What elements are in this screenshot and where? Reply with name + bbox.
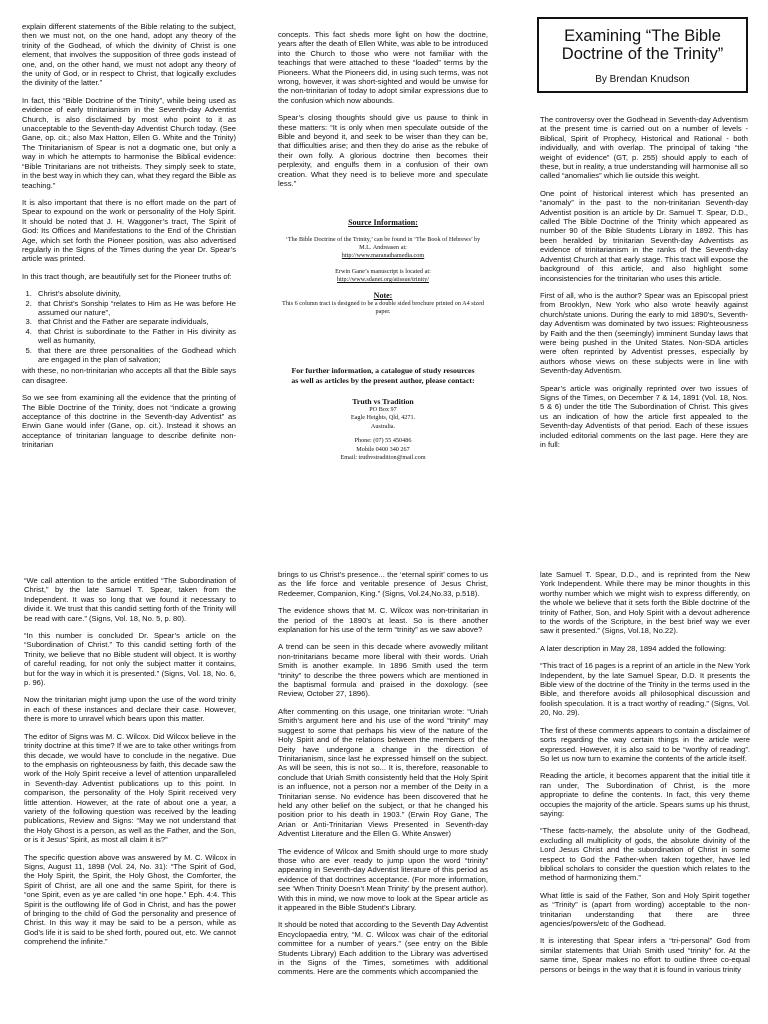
paragraph: After commenting on this usage, one trinitarian wrote: “Uriah Smith’s argument here and his use of the word “trinity” may suggest to some that perhaps his view of the nature of the Holy Spirit and of the relations between the members of the Deity have undergone a change in the direction of Trinitarianism, since last he expressed himself on the subject. As will be seen, this is not so... It is, therefore, reasonable to conclude that Uriah Smith consistently held that the Holy Spirit is an influence, not a person nor a member of the Deity in a Trinitarian sense. No evidence has been discovered that he held any other belief on the subject, or that he changed his position prior to his death in 1903.” (Erwin Roy Gane, The Arian or Anti-Trinitarian Views Presented in Seventh-day Adventist Literature and the Ellen G. White Answer) [278, 706, 488, 839]
note-text: This 6 column tract is designed to be a double sided brochure printed on A4 sized paper. [282, 300, 484, 315]
paragraph: What little is said of the Father, Son and Holy Spirit together as “Trinity” is (apart from wording) acceptable to the non-trinitarian understanding that there are three agencies/powers/etc of the Godhead. [540, 890, 750, 928]
paragraph: “This tract of 16 pages is a reprint of an article in the New York Independent, by the late Samuel Spear, D.D. It presents the Bible view of the doctrine of the Trinity in the terms used in the Bible, and therefore avoids all philosophical discussion and foolish speculation. It is a tract worthy of reading.” (Signs, Vol. 20, No. 29). [540, 661, 750, 718]
paragraph: Reading the article, it becomes apparent that the initial title it ran under, The Subordination of Christ, is the more appropriate to define the contents. In fact, this very theme occupies the majority of the article. Spears sums up his thrust, saying: [540, 771, 750, 818]
email[interactable]: Email: truthvstradition@mail.com [340, 454, 426, 462]
paragraph: Now the trinitarian might jump upon the use of the word trinity in each of these instances and declare their case. However, there is more to unravel which bears upon this matter. [24, 695, 236, 724]
source-line: Erwin Gane’s manuscript is located at: [335, 268, 431, 275]
source-line: ‘The Bible Doctrine of the Trinity,’ can be found in ‘The Book of Hebrews’ by M.L. Andreasen at: [285, 236, 481, 251]
paragraph: The first of these comments appears to contain a disclaimer of sorts regarding the way certain things in the article were expressed. However, it is also said to be “worthy of reading”. So let us now turn to examine the contents of the article itself. [540, 725, 750, 763]
source-link[interactable]: http://www.sdanet.org/atissue/trinity/ [337, 276, 429, 283]
paragraph: A trend can be seen in this decade where avowedly militant non-trinitarians became more liberal with their words. Uriah Smith is another example. In 1896 Smith used the term “trinity” to describe the three powers which are mentioned in the baptismal formula and praised in the doxology. (see Review, October 27, 1896). [278, 642, 488, 699]
paragraph: with these, no non-trinitarian who accepts all that the Bible says can disagree. [22, 366, 236, 385]
column-1 [22, 22, 236, 522]
paragraph: The editor of Signs was M. C. Wilcox. Did Wilcox believe in the trinity doctrine at this time? If we are to take other writings from this decade, we would have to conclude in the negative. Due to the emphasis on righteousness by faith, this decade saw the work of the Holy Spirit receive a level of attention unparalleled in Seventh-day Adventist publications up to this point. In comparison, the personality of the Holy Spirit received very little attention. However, at the rate of about one a year, a variety of the following question was received by the leading publications, Review and Signs: “May we not understand that the Holy Ghost is a person, as well as the Father, and the Son, or is it Jesus’ Spirit, as most all claim it is?” [24, 731, 236, 845]
contact-block [290, 366, 476, 462]
address-line: Australia. [370, 422, 396, 430]
paragraph: Spear’s article was originally reprinted over two issues of Signs of the Times, on December 7 & 14, 1891 (Vol. 18, Nos. 5 & 6) under the title The Subordination of Christ. This gives us an indication of how the article first appealed to the Seventh-day Adventists of that period. Each of these issues included editorial comments on the last page. Here they are in full: [540, 383, 748, 449]
paragraph: concepts. This fact sheds more light on how the doctrine, years after the death of Ellen White, was able to be introduced into the Church to those who were not familiar with the teachings that were attached to these “loaded” terms by the Pioneers. What the Pioneers did, in using such terms, was not wrong, however, it was short-sighted and would be unwise for the non-trinitarian of today to adopt similar expressions due to the confusion which now abounds. [278, 30, 488, 105]
paragraph: The specific question above was answered by M. C. Wilcox in Signs, August 11, 1898 (Vol. 24, No. 31): “The Spirit of God, the Holy Spirit, the Spirit, the Holy Ghost, the Comforter, the Spirit of Christ, are all one and the same Spirit, for there is “one Spirit, even as ye are called “in one hope.” Eph. 4:4. This Spirit is the outflowing life of God in Christ, and has the power of bringing to the child of God the personality and presence of Christ. In this way it may be said to be a person, while as God’s life it is said to be shed forth, poured out, etc. We cannot comprehend the infinite.” [24, 852, 236, 947]
paragraph: The controversy over the Godhead in Seventh-day Adventism at the present time is carried out on a number of levels - Biblical, Spirit of Prophecy, Historical and Rational - both individually, and with overlap. The principal of taking “the weight of evidence” (GT, p. 255) should apply to each of these, but in reality, a true understanding will harmonise all so called “anomalies” which lie outside this weight. [540, 115, 748, 181]
address-line: PO Box 97 [369, 406, 397, 413]
mobile: Mobile 0400 340 267 [356, 445, 410, 453]
title-box [537, 17, 748, 93]
column-6 [540, 570, 750, 1024]
column-4 [24, 576, 236, 1024]
list-item: 4. that Christ is subordinate to the Father in His divinity as well as humanity, [34, 327, 236, 346]
list-item: 5. that there are three personalities of the Godhead which are engaged in the plan of salvation; [34, 346, 236, 365]
address-line: Eagle Heights, Qld, 4271. [350, 414, 416, 422]
column-3 [540, 115, 748, 525]
paragraph: Spear’s closing thoughts should give us pause to think in these matters: “It is only when men speculate outside of the Bible and beyond it, and seek to be wiser than they can be, that difficulties arise; and then they do arise as the rebuke of their own folly. A glorious doctrine then becomes their perplexity, and engulfs them in a confusion of their own creation. What they need is to believe more and speculate less.” [278, 113, 488, 189]
page-title: Examining “The Bible Doctrine of the Trinity” [561, 27, 724, 63]
source-title: Source Information: [348, 218, 418, 227]
further-info: For further information, a catalogue of study resources as well as articles by the present author, please contact: [291, 366, 475, 385]
paragraph: First of all, who is the author? Spear was an Episcopal priest from Brooklyn, New York who also wrote heavily against church/state unions. During the early to mid 1890’s, Seventh-day Adventism was dominated by two issues: Righteousness by Faith and the then (seemingly) imminent Sunday laws that were being pushed in the United States. Non-SDA articles were often reprinted by Adventist presses, especially by authors whose views on these subjects were in line with Seventh-day Adventism. [540, 290, 748, 376]
list-item: 2. that Christ’s Sonship “relates to Him as He was before He assumed our nature”, [34, 299, 236, 318]
paragraph: “These facts-namely, the absolute unity of the Godhead, excluding all multiplicity of gods, the absolute divinity of the Lord Jesus Christ and the subordination of Christ in some respect to God the Father-when taken together, have led biblical scholars to consider the question which relates to the method of harmonizing them.” [540, 826, 750, 883]
source-info [280, 219, 486, 316]
paragraph: In this tract though, are beautifully set for the Pioneer truths of: [22, 271, 232, 281]
paragraph: In fact, this “Bible Doctrine of the Trinity”, while being used as evidence of early trinitarianism in the Seventh-day Adventist Church, is also disclaimed by most who point to it as unacceptable to the Seventh-day Adventist Church today. (See Gane, op. cit.; also Max Hatton, Ellen G. White and the Trinity) The Trinitarianism of Spear is not a dogmatic one, but only a way in which he attempts to harmonise the Biblical evidence: “Bible Trinitarians are not tritheists. They simply seek to state, in the best way in which they can, what they regard the Bible as teaching.” [22, 95, 236, 190]
paragraph: explain different statements of the Bible relating to the subject, then we must not, on the one hand, adopt any theory of the trinity of the Godhead, of which the divinity of Christ is one element, that involves the supposition of three gods instead of one, and, on the other hand, we must not adopt any theory of the unity of God, or in respect to Christ, that logically excludes the divinity of the latter.” [22, 22, 236, 88]
paragraph: It should be noted that according to the Seventh Day Adventist Encyclopaedia entry, “M. C. Wilcox was chair of the editorial committee for a number of years.” (see entry on the Bible Students Library) Each addition to the Library was advertised in the Signs of the Times, sometimes with additional comments. Here are the comments which accompanied the [278, 920, 488, 977]
phone: Phone: (07) 55 450486 [354, 437, 412, 445]
paragraph: So we see from examining all the evidence that the printing of The Bible Doctrine of the Trinity, does not “indicate a growing acceptance of this doctrine in the Seventh-day Adventist” as Erwin Gane would infer (Gane, op. cit.). Instead it shows an acceptance of trinitarian language to describe definite non-trinitarian [22, 393, 236, 450]
paragraph: It is also important that there is no effort made on the part of Spear to expound on the work or personality of the Holy Spirit. It should be noted that J. H. Waggoner’s tract, The Spirit of God: Its Offices and Manifestations to the End of the Christian Age, which set forth the Pioneer position, was also advertised regularly in the Signs of the Times during the year Dr. Spear’s article was printed. [22, 197, 236, 264]
list-item: 1. Christ’s absolute divinity, [34, 289, 236, 298]
paragraph: “We call attention to the article entitled “The Subordination of Christ,” by the late Samuel T. Spear, taken from the Independent. It was so long that we found it necessary to divide it. We trust that this candid setting forth of the Trinity will be read with care.” (Signs, Vol. 18, No. 5, p. 80). [24, 576, 236, 623]
paragraph: brings to us Christ’s presence... the ‘eternal spirit’ comes to us as the life force and veritable presence of Jesus Christ, Redeemer, Companion, King.” (Signs, Vol.24,No.33, p.518). [278, 570, 488, 598]
author: By Brendan Knudson [595, 74, 690, 85]
note-title: Note: [373, 291, 393, 300]
org-name: Truth vs Tradition [352, 397, 414, 406]
paragraph: A later description in May 28, 1894 added the following: [540, 643, 727, 653]
column-5 [278, 570, 488, 1024]
paragraph: It is interesting that Spear infers a “tri-personal” God from similar statements that Uriah Smith used “trinity” for. At the same time, Spear makes no effort to outline three co-equal persons or beings in the way that it is found in various trinity [540, 936, 750, 974]
list-item: 3. that Christ and the Father are separate individuals, [34, 317, 236, 326]
truths-list [22, 289, 236, 364]
paragraph: “In this number is concluded Dr. Spear’s article on the “Subordination of Christ.” To this candid setting forth of the Trinity, we believe that no Bible student will object. It is worthy of careful reading, for not only the subject matter it contains, but for the way in which it is presented.” (Signs, Vol. 18, No. 6, p. 96). [24, 631, 236, 688]
paragraph: late Samuel T. Spear, D.D., and is reprinted from the New York Independent. While there may be minor thoughts in this worthy number which we might wish to express differently, on the whole we believe that it sets forth the Bible doctrine of the trinity of Father, Son, and Holy Spirit with a devout adherence to the words of the Scripture, in the best brief way we ever saw it presented.” (Signs, Vol.18, No.22). [540, 570, 750, 636]
paragraph: One point of historical interest which has presented an “anomaly” in the past to the non-trinitarian Seventh-day Adventist position is an article by Dr. Samuel T. Spear, D.D., called The Bible Doctrine of the Trinity which appeared as number 90 of the Bible Students Library in 1892. This has been heralded by trinitarian Seventh-day Adventists as evidence of trinitarianism in the ranks of the Seventh-day Adventist Church at that early stage. This tract will expose the background of this article, and also highlight some inconsistencies for the trinitarian who uses this article. [540, 188, 748, 283]
paragraph: The evidence shows that M. C. Wilcox was non-trinitarian in the period of the 1890’s at least. So is there another explanation for his use of the term “trinity” as we saw above? [278, 606, 488, 635]
source-link[interactable]: http://www.maranathamedia.com [341, 252, 425, 259]
paragraph: The evidence of Wilcox and Smith should urge to more study those who are ever ready to jump upon the word “trinity” appearing in Seventh-day Adventist literature of this period as evidence of that doctrines acceptance. (For more information, see ‘When Trinity Doesn’t Mean Trinity’ by the present author). With this in mind, we now move to look at the Spear article as it appeared in the Bible Student’s Library. [278, 846, 488, 912]
